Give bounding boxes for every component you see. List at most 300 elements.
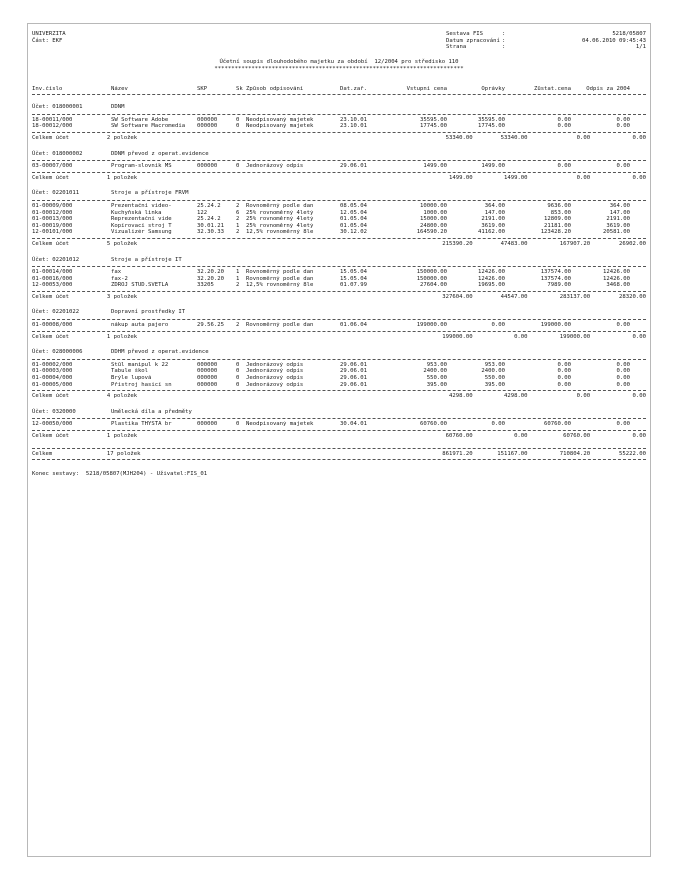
section-rule-top (32, 200, 646, 201)
account-total-input-price: 215390.20 (442, 240, 473, 247)
cell-inv-number: 12-00053/000 (32, 282, 73, 289)
cell-write-off-2004: 2191.00 (606, 216, 630, 223)
table-row (32, 276, 646, 283)
account-total-residual: 0.00 (576, 134, 591, 141)
account-number: Účet: 02201011 (32, 190, 80, 197)
cell-depreciation-method: 12,5% rovnoměrný 8le (246, 229, 314, 236)
cell-input-price: 1499.00 (423, 163, 447, 170)
cell-asset-name: Plastika THYSTA br (111, 421, 172, 428)
cell-asset-name: SW Software Adobe (111, 116, 169, 123)
account-total-write-off: 28320.00 (619, 293, 646, 300)
account-total-row (32, 294, 646, 301)
meta-colon: : (502, 31, 506, 37)
account-total-count: 1 položek (106, 333, 138, 340)
account-number: Účet: 0320000 (32, 408, 76, 415)
account-name: Dopravní prostředky IT (111, 309, 186, 316)
organization-block (32, 31, 66, 44)
cell-residual-value: 0.00 (557, 368, 571, 375)
table-row (32, 223, 646, 230)
cell-skp-code: 32.30.33 (197, 229, 224, 236)
account-total-count: 4 položek (106, 393, 138, 400)
cell-accumulated-depreciation: 2400.00 (481, 368, 505, 375)
cell-accumulated-depreciation: 41162.00 (478, 229, 505, 236)
meta-value: 1/1 (635, 44, 646, 51)
meta-value: 04.06.2010 09:45:43 (582, 37, 646, 44)
cell-skp-code: 122 (197, 209, 208, 216)
account-total-write-off: 0.00 (632, 174, 646, 181)
cell-skp-code: 25.24.2 (197, 216, 221, 223)
cell-write-off-2004: 12426.00 (603, 275, 630, 282)
cell-write-off-2004: 0.00 (616, 116, 630, 123)
account-heading (32, 104, 646, 111)
account-total-residual: 0.00 (576, 174, 591, 181)
cell-depreciation-method: Jednorázový odpis (246, 361, 304, 368)
cell-skp-code: 32.20.20 (197, 275, 224, 282)
cell-acquisition-date: 29.06.01 (340, 375, 367, 382)
cell-group: 2 (236, 229, 240, 236)
report-meta (446, 31, 646, 51)
cell-inv-number: 01-00009/000 (32, 202, 73, 209)
account-name: DDHM převod z operat.evidence (111, 349, 209, 356)
account-total-write-off: 26902.00 (619, 240, 646, 247)
table-row (32, 269, 646, 276)
cell-inv-number: 12-00050/000 (32, 421, 73, 428)
table-row (32, 163, 646, 170)
account-section (32, 409, 646, 440)
table-row (32, 216, 646, 223)
cell-acquisition-date: 15.05.04 (340, 269, 367, 276)
cell-group: 2 (236, 282, 240, 289)
cell-accumulated-depreciation: 2191.00 (481, 216, 505, 223)
account-total-residual: 199000.00 (559, 333, 591, 340)
account-total-depreciation: 0.00 (514, 433, 528, 439)
cell-group: 6 (236, 209, 240, 216)
cell-residual-value: 0.00 (557, 163, 571, 170)
section-rule-top (32, 114, 646, 115)
cell-acquisition-date: 30.12.02 (340, 229, 367, 236)
cell-acquisition-date: 29.06.01 (340, 381, 367, 388)
account-total-row (32, 393, 646, 400)
cell-inv-number: 01-00002/000 (32, 361, 73, 368)
account-total-row (32, 241, 646, 248)
account-total-label: Celkem účet (32, 293, 70, 300)
cell-group: 1 (236, 275, 240, 282)
cell-inv-number: 01-00005/000 (32, 381, 73, 388)
cell-write-off-2004: 0.00 (616, 123, 630, 130)
cell-residual-value: 0.00 (557, 361, 571, 368)
meta-colon: : (502, 37, 506, 44)
column-header-residual: Zůstat.cena (533, 85, 571, 92)
section-rule-bottom (32, 238, 646, 239)
column-header-inv: Inv.číslo (32, 85, 63, 92)
account-heading (32, 409, 646, 416)
cell-input-price: 150000.00 (416, 269, 447, 276)
cell-inv-number: 12-00101/000 (32, 229, 73, 236)
cell-group: 0 (236, 368, 240, 375)
cell-residual-value: 853.00 (550, 209, 571, 216)
account-total-count: 5 položek (106, 240, 138, 247)
cell-acquisition-date: 30.04.01 (340, 421, 367, 428)
cell-input-price: 2400.00 (423, 368, 447, 375)
account-total-depreciation: 0.00 (514, 333, 528, 340)
cell-write-off-2004: 0.00 (616, 381, 630, 388)
column-header-annual-write-off: Odpis za 2004 (586, 85, 630, 92)
cell-input-price: 550.00 (426, 375, 447, 382)
account-name: Umělecká díla a předměty (111, 408, 192, 415)
cell-acquisition-date: 01.07.99 (340, 282, 367, 289)
column-header-row (32, 86, 646, 93)
section-rule-bottom (32, 291, 646, 292)
cell-skp-code: 000000 (197, 123, 218, 130)
grand-total-residual: 710804.20 (559, 450, 591, 457)
column-header-skp: SKP (197, 85, 208, 92)
account-total-input-price: 1499.00 (449, 174, 473, 181)
grand-total-write-off: 55222.00 (619, 450, 646, 457)
title-underline: ************************************************************************** (214, 65, 464, 72)
cell-input-price: 164590.20 (416, 229, 447, 236)
cell-residual-value: 199000.00 (540, 322, 571, 329)
table-row (32, 362, 646, 369)
table-row (32, 210, 646, 217)
cell-inv-number: 03-00007/000 (32, 163, 73, 170)
account-total-write-off: 0.00 (632, 433, 646, 439)
cell-write-off-2004: 0.00 (616, 361, 630, 368)
cell-depreciation-method: Rovnoměrný podle dan (246, 275, 314, 282)
cell-group: 0 (236, 375, 240, 382)
cell-skp-code: 000000 (197, 361, 218, 368)
grand-total-count: 17 položek (106, 450, 141, 457)
section-rule-top (32, 418, 646, 419)
cell-acquisition-date: 23.10.01 (340, 123, 367, 130)
spacer (268, 393, 410, 400)
cell-accumulated-depreciation: 147.00 (484, 209, 505, 216)
cell-residual-value: 0.00 (557, 381, 571, 388)
cell-skp-code: 32.20.20 (197, 269, 224, 276)
section-rule-top (32, 359, 646, 360)
cell-write-off-2004: 0.00 (616, 322, 630, 329)
meta-key: Sestava FIS (446, 31, 484, 37)
account-total-input-price: 4298.00 (449, 393, 473, 400)
account-number: Účet: 018000002 (32, 150, 83, 157)
cell-depreciation-method: Jednorázový odpis (246, 375, 304, 382)
table-row (32, 117, 646, 124)
column-header-depreciation: Oprávky (481, 85, 505, 92)
table-row (32, 421, 646, 428)
cell-skp-code: 000000 (197, 421, 218, 428)
report-header (32, 31, 646, 53)
spacer (268, 294, 410, 301)
cell-inv-number: 01-00003/000 (32, 368, 73, 375)
cell-input-price: 199000.00 (416, 322, 447, 329)
account-total-input-price: 327604.00 (442, 293, 473, 300)
cell-group: 0 (236, 361, 240, 368)
section-rule-top (32, 266, 646, 267)
cell-acquisition-date: 29.06.01 (340, 163, 367, 170)
spacer (268, 175, 410, 182)
meta-key: Datum zpracování (446, 37, 500, 44)
table-row (32, 382, 646, 389)
account-total-input-price: 60760.00 (445, 433, 473, 439)
cell-depreciation-method: Neodpisovaný majetek (246, 421, 314, 428)
cell-asset-name: Stůl manipul k 22 (111, 361, 169, 368)
cell-group: 0 (236, 163, 240, 170)
cell-input-price: 150000.00 (416, 275, 447, 282)
section-rule-bottom (32, 331, 646, 332)
cell-asset-name: Program-slovník MS (111, 163, 172, 170)
cell-acquisition-date: 08.05.04 (340, 202, 367, 209)
report-footer: Konec sestavy: 5218/05807(MJH204) - Uživatel:FIS_01 (32, 471, 208, 478)
cell-input-price: 15000.00 (420, 216, 447, 223)
account-section (32, 309, 646, 340)
table-row (32, 322, 646, 329)
column-header-input-price: Vstupní cena (406, 85, 447, 92)
account-heading (32, 151, 646, 158)
cell-acquisition-date: 15.05.04 (340, 275, 367, 282)
cell-skp-code: 29.56.25 (197, 322, 224, 329)
cell-group: 2 (236, 216, 240, 223)
account-total-write-off: 0.00 (632, 393, 646, 400)
cell-accumulated-depreciation: 12426.00 (478, 269, 505, 276)
table-row (32, 229, 646, 236)
cell-input-price: 953.00 (426, 361, 447, 368)
report-page (27, 23, 651, 857)
column-header-method: Způsob odpisování (246, 85, 304, 92)
section-rule-top (32, 160, 646, 161)
cell-acquisition-date: 01.06.04 (340, 322, 367, 329)
cell-residual-value: 137574.00 (540, 269, 571, 276)
cell-write-off-2004: 3468.00 (606, 282, 630, 289)
cell-asset-name: Vizualizér Samsung (111, 229, 172, 236)
cell-acquisition-date: 01.05.04 (340, 222, 367, 229)
organization-part: Část: EKF (32, 37, 63, 44)
cell-accumulated-depreciation: 550.00 (484, 375, 505, 382)
grand-total-label: Celkem (32, 450, 53, 457)
account-total-label: Celkem účet (32, 240, 70, 247)
account-total-input-price: 199000.00 (442, 333, 473, 340)
cell-asset-name: nákup auta pajero (111, 322, 169, 329)
cell-accumulated-depreciation: 35595.00 (478, 116, 505, 123)
grand-total-rule-top (32, 448, 646, 449)
account-heading (32, 257, 646, 264)
account-number: Účet: 02201022 (32, 309, 80, 316)
cell-residual-value: 123428.20 (540, 229, 571, 236)
account-total-depreciation: 4298.00 (503, 393, 528, 400)
cell-group: 0 (236, 123, 240, 130)
cell-acquisition-date: 29.06.01 (340, 368, 367, 375)
cell-inv-number: 18-00011/000 (32, 116, 73, 123)
account-total-depreciation: 1499.00 (503, 174, 528, 181)
account-name: Stroje a přístroje FRVM (111, 190, 189, 197)
table-row (32, 282, 646, 289)
grand-total-depreciation: 151167.00 (497, 450, 528, 457)
cell-input-price: 27604.00 (420, 282, 447, 289)
cell-depreciation-method: 12,5% rovnoměrný 8le (246, 282, 314, 289)
cell-skp-code: 000000 (197, 381, 218, 388)
grand-total-row (32, 451, 646, 458)
cell-write-off-2004: 0.00 (616, 163, 630, 170)
cell-skp-code: 25.24.2 (197, 202, 221, 209)
cell-asset-name: Brýle lupová (111, 375, 152, 382)
cell-depreciation-method: 25% rovnoměrný 4letý (246, 216, 314, 223)
cell-residual-value: 0.00 (557, 123, 571, 130)
cell-skp-code: 000000 (197, 163, 218, 170)
cell-skp-code: 000000 (197, 116, 218, 123)
cell-skp-code: 000000 (197, 375, 218, 382)
cell-asset-name: Tabule škol (111, 368, 149, 375)
spacer (268, 135, 410, 142)
meta-row-processing-date (446, 38, 646, 45)
account-total-row (32, 334, 646, 341)
cell-input-price: 395.00 (426, 381, 447, 388)
cell-acquisition-date: 29.06.01 (340, 361, 367, 368)
column-header-sk: Sk (236, 85, 243, 92)
cell-accumulated-depreciation: 0.00 (491, 322, 505, 329)
spacer (268, 241, 410, 248)
cell-accumulated-depreciation: 1499.00 (481, 163, 505, 170)
account-number: Účet: 018000001 (32, 104, 83, 111)
account-total-count: 1 položek (106, 433, 138, 439)
cell-accumulated-depreciation: 17745.00 (478, 123, 505, 130)
cell-input-price: 35595.00 (420, 116, 447, 123)
cell-residual-value: 60760.00 (544, 421, 571, 428)
cell-group: 0 (236, 381, 240, 388)
section-rule-bottom (32, 390, 646, 391)
cell-input-price: 60760.00 (420, 421, 447, 428)
cell-accumulated-depreciation: 364.00 (484, 202, 505, 209)
account-sections (32, 104, 646, 439)
meta-key: Strana (446, 44, 467, 51)
section-rule-bottom (32, 132, 646, 133)
cell-asset-name: ZDROJ STUD.SVĚTLA (111, 282, 169, 289)
account-total-label: Celkem účet (32, 393, 70, 400)
account-total-residual: 0.00 (576, 393, 591, 400)
cell-acquisition-date: 12.05.04 (340, 209, 367, 216)
cell-skp-code: 33205 (197, 282, 214, 289)
account-total-residual: 60760.00 (563, 433, 591, 439)
section-rule-bottom (32, 172, 646, 173)
cell-accumulated-depreciation: 0.00 (491, 421, 505, 428)
cell-inv-number: 01-00013/000 (32, 216, 73, 223)
cell-depreciation-method: Rovnoměrný podle dan (246, 202, 314, 209)
account-total-write-off: 0.00 (632, 134, 646, 141)
cell-inv-number: 01-00019/000 (32, 222, 73, 229)
cell-write-off-2004: 3619.00 (606, 222, 630, 229)
cell-skp-code: 000000 (197, 368, 218, 375)
cell-group: 1 (236, 269, 240, 276)
cell-inv-number: 01-00012/000 (32, 209, 73, 216)
cell-acquisition-date: 01.05.04 (340, 216, 367, 223)
cell-depreciation-method: Neodpisovaný majetek (246, 116, 314, 123)
cell-skp-code: 30.01.21 (197, 222, 224, 229)
cell-asset-name: fax (111, 269, 122, 276)
cell-group: 0 (236, 116, 240, 123)
header-rule (32, 94, 646, 95)
account-number: Účet: 02201012 (32, 256, 80, 263)
account-section (32, 190, 646, 247)
account-total-row (32, 433, 646, 440)
cell-inv-number: 18-00012/000 (32, 123, 73, 130)
account-number: Účet: 028000006 (32, 349, 83, 356)
organization-name: UNIVERZITA (32, 31, 66, 37)
meta-value: 5218/05807 (612, 31, 646, 37)
account-total-row (32, 175, 646, 182)
cell-residual-value: 0.00 (557, 375, 571, 382)
cell-asset-name: Přístroj hasicí sn (111, 381, 172, 388)
cell-inv-number: 01-00008/000 (32, 322, 73, 329)
report-title: Účetní soupis dlouhodobého majetku za období 12/2004 pro středisko 110 (219, 59, 459, 65)
account-name: DDNM převod z operat.evidence (111, 150, 209, 157)
cell-residual-value: 9636.00 (547, 202, 571, 209)
account-name: DDNM (111, 104, 125, 111)
spacer (268, 433, 410, 440)
cell-input-price: 10000.00 (420, 202, 447, 209)
meta-row-page (446, 44, 646, 51)
cell-depreciation-method: Rovnoměrný podle dan (246, 269, 314, 276)
account-total-residual: 167907.20 (559, 240, 591, 247)
cell-depreciation-method: Neodpisovaný majetek (246, 123, 314, 130)
account-section (32, 257, 646, 301)
cell-write-off-2004: 0.00 (616, 368, 630, 375)
cell-write-off-2004: 12426.00 (603, 269, 630, 276)
cell-accumulated-depreciation: 12426.00 (478, 275, 505, 282)
account-total-count: 3 položek (106, 293, 138, 300)
cell-input-price: 24800.00 (420, 222, 447, 229)
account-name: Stroje a přístroje IT (111, 256, 182, 263)
account-total-label: Celkem účet (32, 134, 70, 141)
table-row (32, 368, 646, 375)
cell-write-off-2004: 0.00 (616, 421, 630, 428)
grand-total-input-price: 861971.20 (442, 450, 473, 457)
account-total-input-price: 53340.00 (445, 134, 473, 141)
cell-write-off-2004: 147.00 (609, 209, 630, 216)
cell-group: 2 (236, 202, 240, 209)
table-row (32, 203, 646, 210)
cell-inv-number: 01-00004/000 (32, 375, 73, 382)
cell-depreciation-method: Rovnoměrný podle dan (246, 322, 314, 329)
table-row (32, 123, 646, 130)
cell-write-off-2004: 364.00 (609, 202, 630, 209)
account-section (32, 104, 646, 141)
account-section (32, 349, 646, 400)
cell-asset-name: Kopírovací stroj T (111, 222, 172, 229)
account-total-depreciation: 44547.00 (500, 293, 528, 300)
cell-accumulated-depreciation: 19695.00 (478, 282, 505, 289)
grand-total-rule-bottom (32, 459, 646, 460)
section-rule-top (32, 319, 646, 320)
cell-inv-number: 01-00016/000 (32, 275, 73, 282)
asset-report (32, 31, 646, 478)
account-heading (32, 309, 646, 316)
cell-inv-number: 01-00014/000 (32, 269, 73, 276)
account-total-write-off: 0.00 (632, 333, 646, 340)
cell-accumulated-depreciation: 953.00 (484, 361, 505, 368)
cell-write-off-2004: 0.00 (616, 375, 630, 382)
cell-acquisition-date: 23.10.01 (340, 116, 367, 123)
section-rule-bottom (32, 430, 646, 431)
account-total-label: Celkem účet (32, 433, 70, 439)
meta-row-report-id (446, 31, 646, 38)
account-total-depreciation: 47483.00 (500, 240, 528, 247)
cell-depreciation-method: 25% rovnoměrný 4letý (246, 222, 314, 229)
cell-input-price: 17745.00 (420, 123, 447, 130)
meta-colon: : (502, 44, 506, 51)
cell-residual-value: 0.00 (557, 116, 571, 123)
spacer (268, 334, 410, 341)
column-header-name: Název (111, 85, 128, 92)
column-header-date: Dat.zař. (340, 85, 367, 92)
cell-residual-value: 21181.00 (544, 222, 571, 229)
cell-asset-name: fax-2 (111, 275, 128, 282)
